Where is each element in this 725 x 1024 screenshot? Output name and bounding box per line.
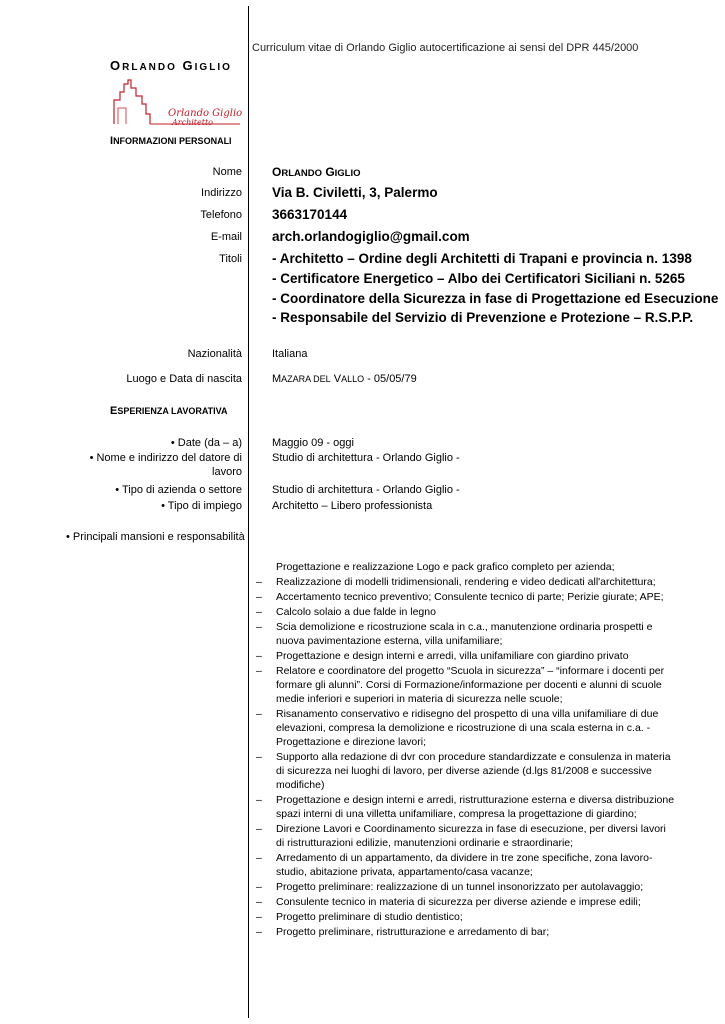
- experience-heading: ESPERIENZA LAVORATIVA: [110, 405, 228, 417]
- dash-bullet: –: [256, 591, 262, 603]
- duty-list-item: [256, 822, 676, 850]
- employer-label-cont: lavoro: [212, 466, 242, 478]
- dash-bullet: –: [256, 881, 262, 893]
- employer-value: Studio di architettura - Orlando Giglio -: [272, 452, 460, 464]
- architect-logo: [112, 78, 242, 133]
- dates-label: • Date (da – a): [170, 437, 242, 449]
- duty-list-item: [256, 664, 676, 706]
- duty-list-item: [256, 750, 676, 792]
- dash-bullet: –: [256, 650, 262, 662]
- duty-text: Progetto preliminare, ristrutturazione e arredamento di bar;: [276, 926, 550, 938]
- job-type-label: • Tipo di impiego: [161, 500, 242, 512]
- duty-text: Realizzazione di modelli tridimensionali, rendering e video dedicati all'architettura;: [276, 576, 656, 588]
- dash-bullet: –: [256, 621, 262, 633]
- duty-list-item: [256, 707, 676, 749]
- duty-text: Direzione Lavori e Coordinamento sicurezza in fase di esecuzione, per diversi lavori di ristrutturazioni edilizie, manutenzioni ordinarie e straordinarie;: [276, 823, 666, 849]
- titles-label: Titoli: [219, 253, 242, 265]
- birth-label: Luogo e Data di nascita: [126, 373, 242, 385]
- duty-list-item: [256, 590, 676, 604]
- dash-bullet: –: [256, 751, 262, 763]
- document-header: Curriculum vitae di Orlando Giglio autocertificazione ai sensi del DPR 445/2000: [252, 42, 639, 54]
- dash-bullet: –: [256, 911, 262, 923]
- duty-list-item: [256, 560, 676, 574]
- duty-list-item: [256, 895, 676, 909]
- duty-list-item: [256, 880, 676, 894]
- dash-bullet: –: [256, 665, 262, 677]
- dash-bullet: –: [256, 576, 262, 588]
- dash-bullet: –: [256, 896, 262, 908]
- duty-list-item: [256, 910, 676, 924]
- duty-list-item: [256, 851, 676, 879]
- duty-list-item: [256, 575, 676, 589]
- duty-text: Progetto preliminare: realizzazione di un tunnel insonorizzato per autolavaggio;: [276, 881, 644, 893]
- sector-label: • Tipo di azienda o settore: [115, 484, 242, 496]
- logo-signature-title: Architetto: [172, 118, 213, 127]
- title-item: - Architetto – Ordine degli Architetti di Trapani e provincia n. 1398: [272, 251, 692, 266]
- duty-text: Consulente tecnico in materia di sicurezza per diverse aziende e imprese edili;: [276, 896, 641, 908]
- surname-initial: G: [182, 58, 195, 73]
- nationality-value: Italiana: [272, 348, 308, 360]
- duty-text: Progettazione e design interni e arredi, ristrutturazione esterna e diversa distribuzione spazi interni di una villetta unifamiliare, compresa la progettazione di giardino;: [276, 794, 675, 820]
- duty-text: Supporto alla redazione di dvr con procedure standardizzate e consulenza in materia di sicurezza nei luoghi di lavoro, per diverse aziende (d.lgs 81/2008 e successive modifiche): [276, 751, 671, 791]
- name-value: ORLANDO GIGLIO: [272, 165, 361, 179]
- name-label: Nome: [212, 166, 242, 178]
- personal-info-heading: INFORMAZIONI PERSONALI: [110, 135, 232, 147]
- cv-name-title: [110, 58, 232, 73]
- dash-bullet: –: [256, 708, 262, 720]
- email-label: E-mail: [210, 231, 242, 243]
- title-item: - Responsabile del Servizio di Prevenzione e Protezione – R.S.P.P.: [272, 310, 694, 325]
- dash-bullet: –: [256, 926, 262, 938]
- duty-text: Scia demolizione e ricostruzione scala in c.a., manutenzione ordinaria prospetti e nuova pavimentazione esterna, villa unifamiliare;: [276, 621, 653, 647]
- duties-list: [256, 560, 676, 940]
- sector-value: Studio di architettura - Orlando Giglio -: [272, 484, 460, 496]
- email-value: arch.orlandogiglio@gmail.com: [272, 229, 470, 244]
- duty-text: Arredamento di un appartamento, da dividere in tre zone specifiche, zona lavoro-studio, abitazione privata, appartamento/casa vacanze;: [276, 852, 653, 878]
- logo-signature-name: Orlando Giglio: [168, 108, 242, 119]
- duty-list-item: [256, 620, 676, 648]
- phone-value: 3663170144: [272, 207, 348, 222]
- duty-text: Progettazione e realizzazione Logo e pack grafico completo per azienda;: [276, 561, 615, 573]
- address-label: Indirizzo: [201, 187, 242, 199]
- job-type-value: Architetto – Libero professionista: [272, 500, 433, 512]
- address-value: Via B. Civiletti, 3, Palermo: [272, 185, 438, 200]
- dash-bullet: –: [256, 794, 262, 806]
- birth-value: MAZARA DEL VALLO - 05/05/79: [272, 373, 417, 385]
- dash-bullet: –: [256, 606, 262, 618]
- duty-text: Relatore e coordinatore del progetto “Scuola in sicurezza” – “informare i docenti per formare gli alunni”. Corsi di Formazione/informazione per docenti e alunni di scuole medie inferiori e superiori in materia di sicurezza nelle scuole;: [276, 665, 665, 705]
- column-divider: [248, 6, 249, 1018]
- nationality-label: Nazionalità: [187, 348, 242, 360]
- duties-label: • Principali mansioni e responsabilità: [66, 531, 245, 543]
- duty-text: Progetto preliminare di studio dentistico;: [276, 911, 463, 923]
- phone-label: Telefono: [200, 209, 242, 221]
- duty-text: Progettazione e design interni e arredi, villa unifamiliare con giardino privato: [276, 650, 629, 662]
- name-initial: O: [110, 58, 123, 73]
- duty-text: Risanamento conservativo e ridisegno del prospetto di una villa unifamiliare di due elevazioni, compresa la demolizione e ricostruzione di una scala esterna in c.a. - Progettazione e direzione lavori;: [276, 708, 659, 748]
- dates-value: Maggio 09 - oggi: [272, 437, 354, 449]
- title-item: - Coordinatore della Sicurezza in fase di Progettazione ed Esecuzione: [272, 291, 719, 306]
- surname-rest: IGLIO: [194, 62, 232, 73]
- duty-text: Accertamento tecnico preventivo; Consulente tecnico di parte; Perizie giurate; APE;: [276, 591, 664, 603]
- title-item: - Certificatore Energetico – Albo dei Certificatori Siciliani n. 5265: [272, 271, 685, 286]
- name-rest: RLANDO: [122, 62, 177, 73]
- duty-text: Calcolo solaio a due falde in legno: [276, 606, 436, 618]
- duty-list-item: [256, 925, 676, 939]
- dash-bullet: –: [256, 852, 262, 864]
- duty-list-item: [256, 793, 676, 821]
- duty-list-item: [256, 605, 676, 619]
- duty-list-item: [256, 649, 676, 663]
- employer-label: • Nome e indirizzo del datore di: [89, 452, 242, 464]
- dash-bullet: –: [256, 823, 262, 835]
